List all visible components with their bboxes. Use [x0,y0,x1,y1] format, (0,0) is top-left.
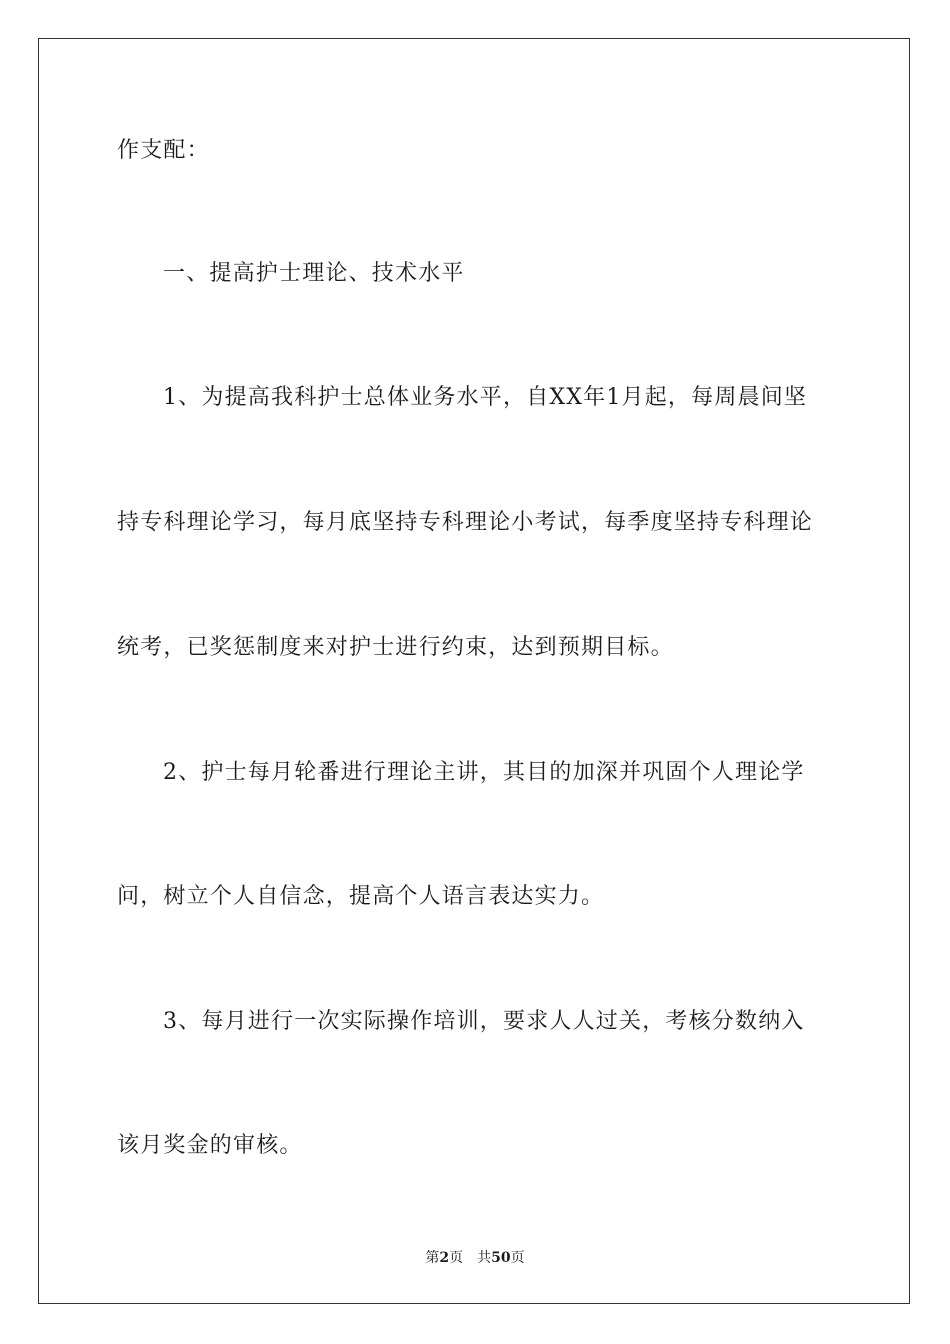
text-line-1: 作支配： [117,138,210,163]
text-line-3: 1、为提高我科护士总体业务水平，自XX年1月起，每周晨间坚 [163,385,808,410]
page-border [38,38,910,1304]
page-number: 2 [439,1250,450,1266]
page-prefix: 第 [425,1250,440,1266]
text-line-6: 2、护士每月轮番进行理论主讲，其目的加深并巩固个人理论学 [163,760,805,785]
page-footer [0,1248,950,1268]
text-line-4: 持专科理论学习，每月底坚持专科理论小考试，每季度坚持专科理论 [117,510,814,535]
total-suffix: 页 [510,1250,525,1266]
section-heading: 一、提高护士理论、技术水平 [163,261,465,286]
total-prefix: 共 [477,1250,492,1266]
text-line-9: 该月奖金的审核。 [117,1133,303,1158]
text-line-8: 3、每月进行一次实际操作培训，要求人人过关，考核分数纳入 [163,1009,805,1034]
text-line-7: 问，树立个人自信念，提高个人语言表达实力。 [117,884,605,909]
page-suffix: 页 [449,1250,464,1266]
total-pages: 50 [491,1250,511,1266]
text-line-5: 统考，已奖惩制度来对护士进行约束，达到预期目标。 [117,635,674,660]
